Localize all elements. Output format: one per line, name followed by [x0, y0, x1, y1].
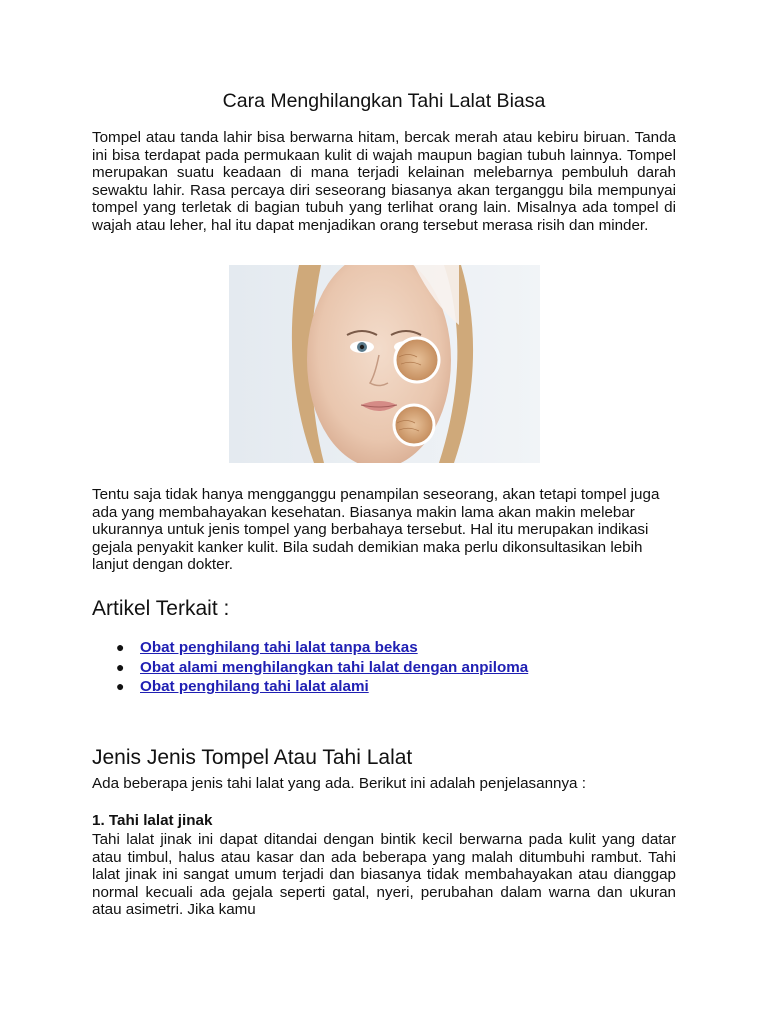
related-link[interactable]: Obat penghilang tahi lalat alami [140, 678, 369, 696]
intro-paragraph: Tompel atau tanda lahir bisa berwarna hitam, bercak merah atau kebiru biruan. Tanda ini bisa terdapat pada permukaan kulit di wajah maupun bagian tubuh lainnya. Tompel merupakan suatu keadaan di mana terjadi kelainan melebarnya pembuluh darah sewaktu lahir. Rasa percaya diri seseorang biasanya akan terganggu bila mempunyai tompel yang terletak di bagian tubuh yang terlihat orang lain. Misalnya ada tompel di wajah atau leher, hal itu dapat menjadikan orang tersebut merasa risih dan minder. [92, 129, 676, 234]
bullet-icon: ● [116, 639, 125, 655]
list-item [92, 658, 676, 678]
related-link[interactable]: Obat alami menghilangkan tahi lalat dengan anpiloma [140, 658, 529, 676]
section-heading: Jenis Jenis Tompel Atau Tahi Lalat [92, 746, 413, 769]
list-item [92, 677, 676, 697]
article-title: Cara Menghilangkan Tahi Lalat Biasa [222, 90, 546, 112]
subsection-heading: 1. Tahi lalat jinak [92, 812, 213, 829]
bullet-icon: ● [116, 678, 125, 695]
related-articles-heading: Artikel Terkait : [92, 597, 230, 620]
section-intro: Ada beberapa jenis tahi lalat yang ada. Berikut ini adalah penjelasannya : [92, 775, 586, 792]
bullet-icon: ● [116, 658, 125, 675]
subsection-body: Tahi lalat jinak ini dapat ditandai dengan bintik kecil berwarna pada kulit yang datar atau timbul, halus atau kasar dan ada beberapa yang malah ditumbuhi rambut. Tahi lalat jinak ini sangat umum terjadi dan biasanya tidak membahayakan atau dianggap normal kecuali ada gejala seperti gatal, nyeri, perubahan dalam warna dan ukuran atau asimetri. Jika kamu [92, 831, 676, 919]
related-link[interactable]: Obat penghilang tahi lalat tanpa bekas [140, 639, 418, 656]
face-skin-illustration [229, 265, 540, 463]
list-item [92, 638, 676, 658]
related-links-list [92, 638, 676, 697]
second-paragraph: Tentu saja tidak hanya mengganggu penampilan seseorang, akan tetapi tompel juga ada yang membahayakan kesehatan. Biasanya makin lama akan makin melebar ukurannya untuk jenis tompel yang berbahaya tersebut. Hal itu merupakan indikasi gejala penyakit kanker kulit. Bila sudah demikian maka perlu dikonsultasikan lebih lanjut dengan dokter. [92, 486, 660, 574]
